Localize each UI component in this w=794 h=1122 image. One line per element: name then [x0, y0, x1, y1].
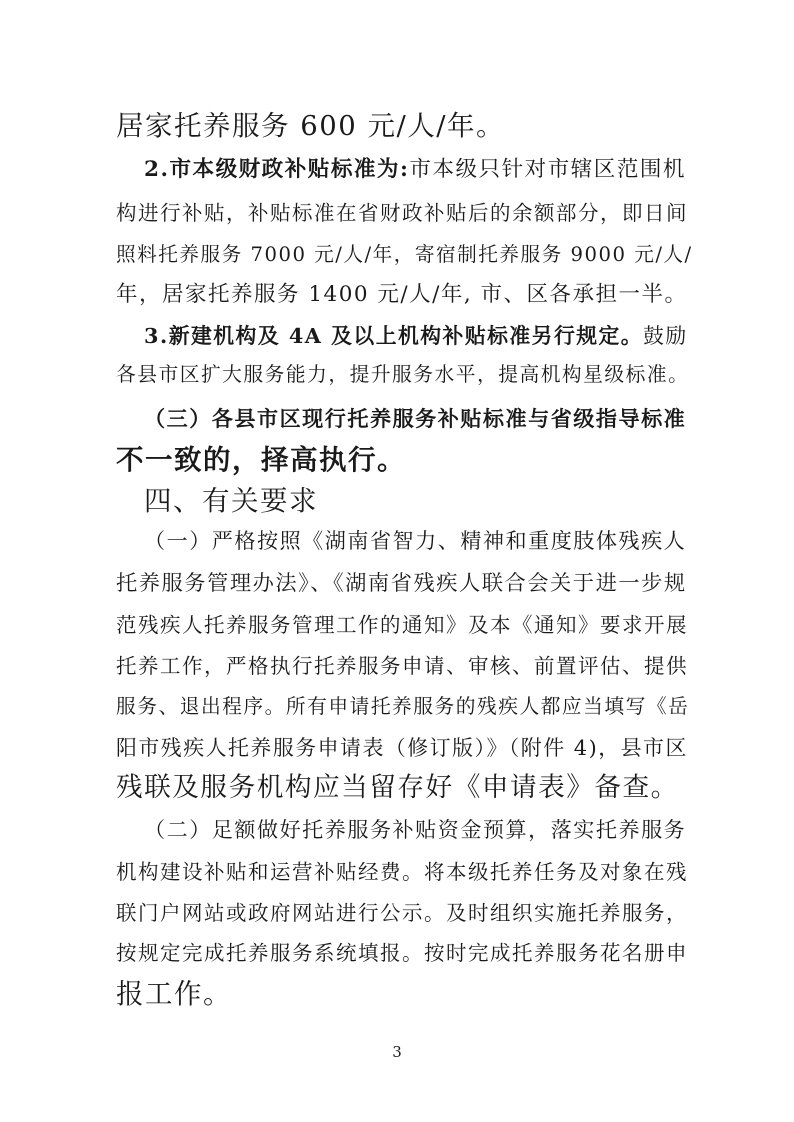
text-segment: 托养工作，严格执行托养服务申请、审核、前置评估、提供	[116, 654, 688, 678]
text-line	[0, 316, 794, 356]
text-segment: 构进行补贴，补贴标准在省财政补贴后的余额部分，即日间	[116, 201, 688, 225]
text-segment: 报工作。	[116, 978, 232, 1010]
text-line	[0, 275, 794, 315]
text-segment: 3.新建机构及 4A 及以上机构补贴标准另行规定。	[144, 323, 644, 348]
text-line	[0, 193, 794, 233]
text-line	[0, 852, 794, 892]
text-line	[0, 933, 794, 973]
text-segment: 四、有关要求	[144, 485, 318, 517]
text-line	[0, 646, 794, 686]
text-line	[0, 481, 794, 521]
text-line	[0, 235, 794, 275]
text-segment: （二）足额做好托养服务补贴资金预算，落实托养服务	[144, 817, 687, 842]
text-line	[0, 810, 794, 850]
text-line	[0, 687, 794, 727]
text-segment: 服务、退出程序。所有申请托养服务的残疾人都应当填写《岳	[116, 695, 690, 718]
text-line	[0, 521, 794, 561]
text-segment: 托养服务管理办法》、《湖南省残疾人联合会关于进一步规	[116, 571, 687, 596]
text-line	[0, 106, 794, 146]
text-line	[0, 974, 794, 1014]
text-segment: 不一致的，择高执行。	[116, 444, 406, 476]
page-number: 3	[392, 1043, 402, 1061]
text-segment: 2.市本级财政补贴标准为:	[144, 157, 410, 182]
text-line	[0, 440, 794, 480]
text-line	[0, 893, 794, 933]
text-line	[0, 728, 794, 768]
text-segment: 联门户网站或政府网站进行公示。及时组织实施托养服务，	[116, 901, 688, 925]
text-segment: 照料托养服务 7000 元/人/年，寄宿制托养服务 9000 元/人/	[116, 243, 693, 266]
text-segment: （三）各县市区现行托养服务补贴标准与省级指导标准	[144, 406, 687, 431]
text-segment: 年，居家托养服务 1400 元/人/年, 市、区各承担一半。	[116, 282, 688, 307]
text-segment: 按规定完成托养服务系统填报。按时完成托养服务花名册申	[116, 941, 688, 965]
text-segment: 残联及服务机构应当留存好《申请表》备查。	[116, 772, 679, 803]
text-segment: 鼓励	[643, 324, 688, 348]
text-line	[0, 564, 794, 604]
text-segment: 居家托养服务 600 元/人/年。	[116, 110, 506, 142]
text-segment: 阳市残疾人托养服务申请表（修订版）》（附件 4)，县市区	[116, 736, 688, 760]
text-line	[0, 150, 794, 190]
text-line	[0, 399, 794, 439]
text-segment: （一）严格按照《湖南省智力、精神和重度肢体残疾人	[144, 528, 687, 553]
text-line	[0, 605, 794, 645]
text-line	[0, 768, 794, 808]
text-segment: 机构建设补贴和运营补贴经费。将本级托养任务及对象在残	[116, 860, 688, 884]
text-segment: 范残疾人托养服务管理工作的通知》及本《通知》要求开展	[116, 613, 688, 637]
text-line	[0, 355, 794, 395]
text-segment: 各县市区扩大服务能力，提升服务水平，提高机构星级标准。	[116, 363, 690, 386]
text-segment: 市本级只针对市辖区范围机	[409, 157, 686, 182]
